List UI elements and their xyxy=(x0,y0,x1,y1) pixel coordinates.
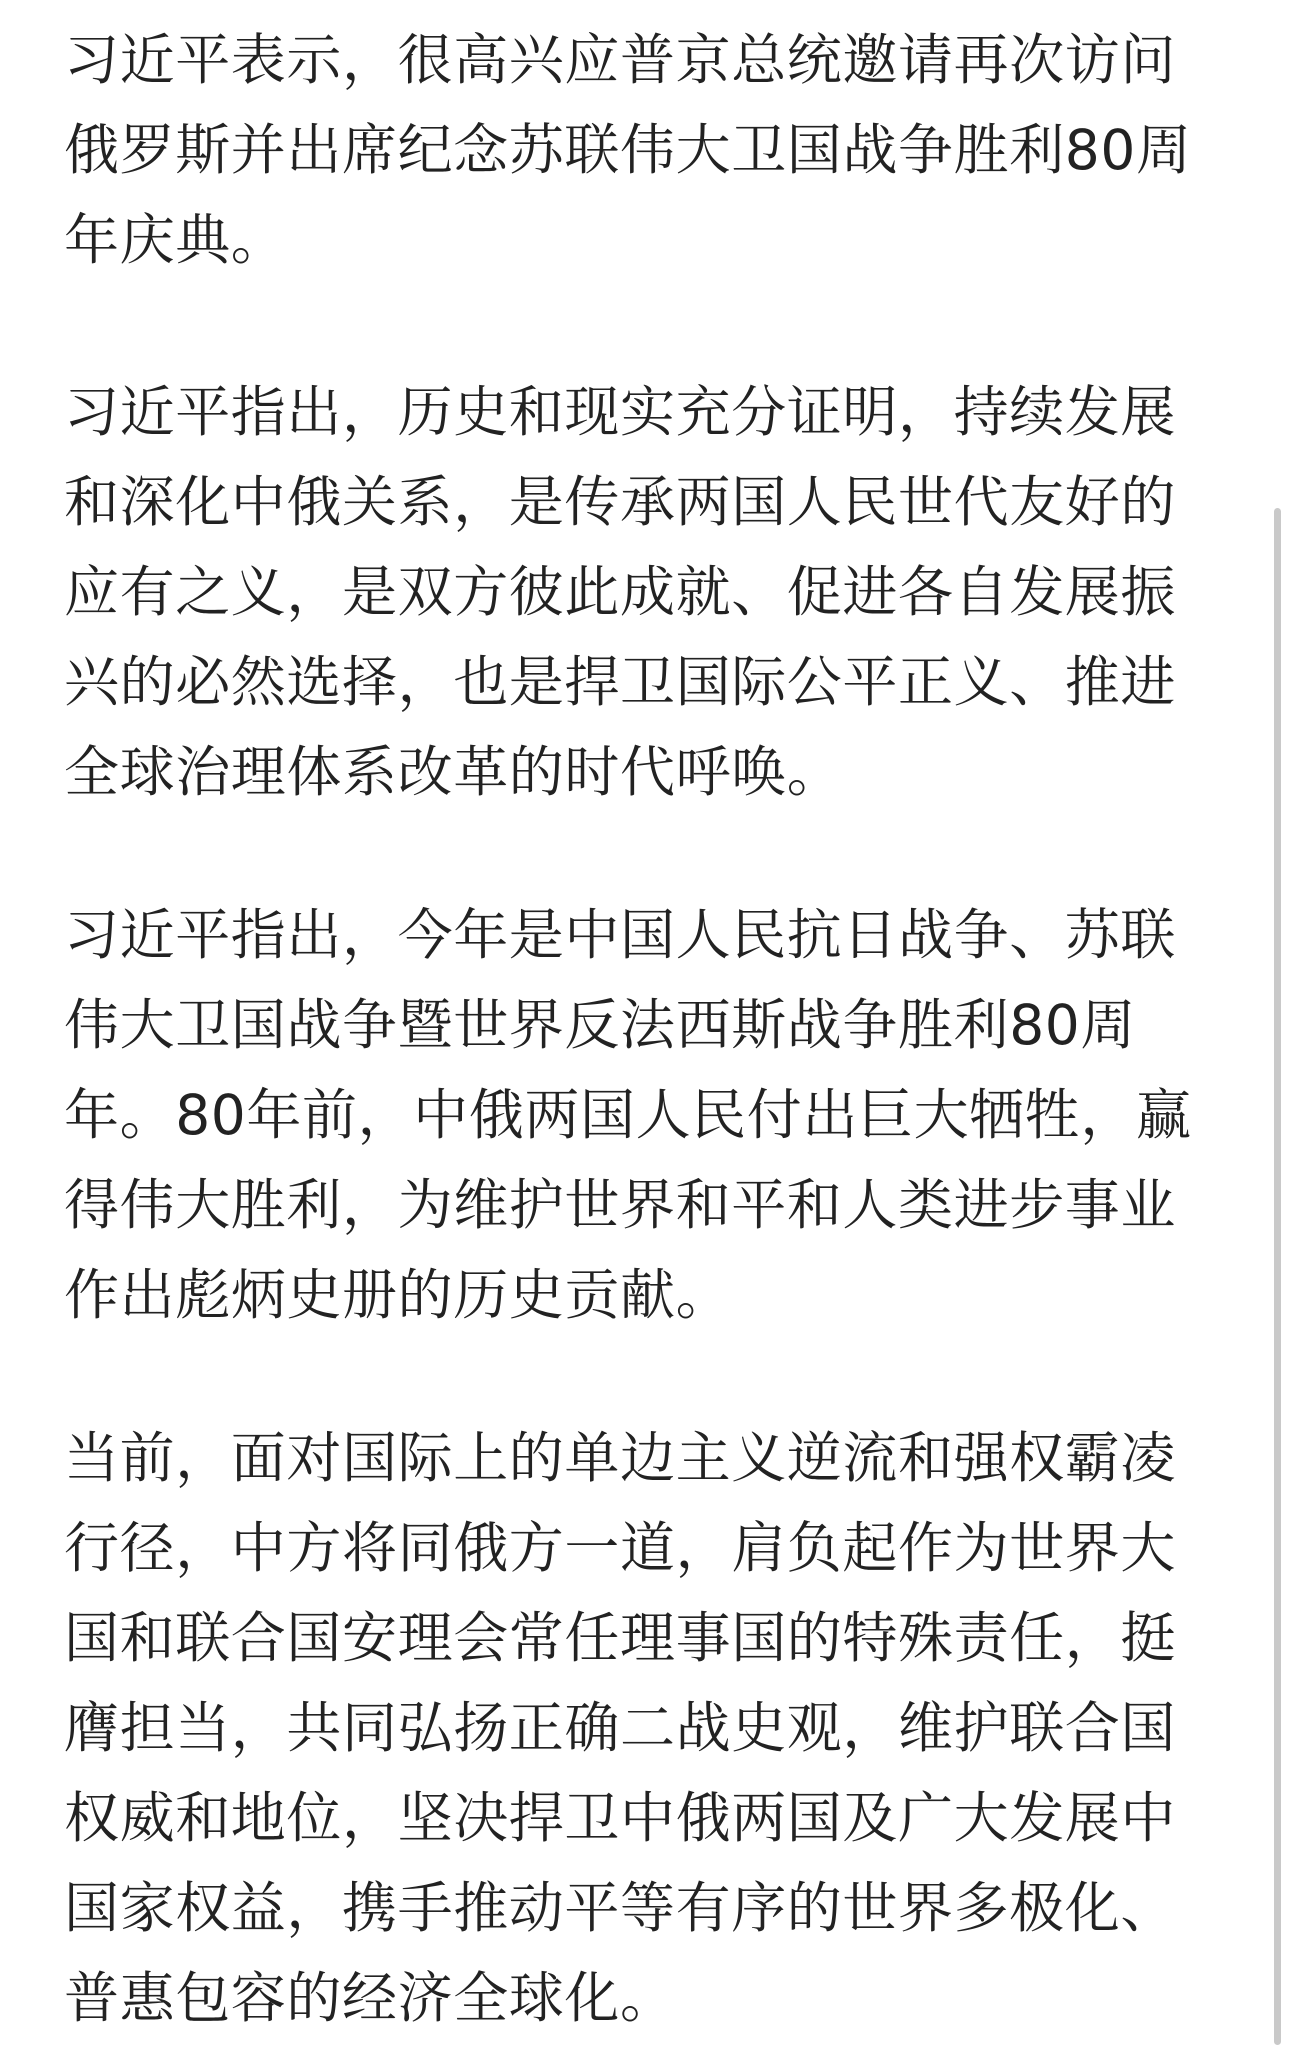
vertical-scrollbar[interactable] xyxy=(1274,508,1281,2045)
article-paragraph-4: 当前，面对国际上的单边主义逆流和强权霸凌行径，中方将同俄方一道，肩负起作为世界大国和联合国安理会常任理事国的特殊责任，挺膺担当，共同弘扬正确二战史观，维护联合国权威和地位，坚决捍卫中俄两国及广大发展中国家权益，携手推动平等有序的世界多极化、普惠包容的经济全球化。 xyxy=(64,1426,1177,2030)
article-body xyxy=(64,0,1224,2043)
article-paragraph-2: 习近平指出，历史和现实充分证明，持续发展和深化中俄关系，是传承两国人民世代友好的应有之义，是双方彼此成就、促进各自发展振兴的必然选择，也是捍卫国际公平正义、推进全球治理体系改革的时代呼唤。 xyxy=(64,380,1177,804)
article-paragraph-1: 习近平表示，很高兴应普京总统邀请再次访问俄罗斯并出席纪念苏联伟大卫国战争胜利80周年庆典。 xyxy=(64,28,1192,272)
article-paragraph-3: 习近平指出，今年是中国人民抗日战争、苏联伟大卫国战争暨世界反法西斯战争胜利80周年。80年前，中俄两国人民付出巨大牺牲，赢得伟大胜利，为维护世界和平和人类进步事业作出彪炳史册的历史贡献。 xyxy=(64,903,1192,1327)
